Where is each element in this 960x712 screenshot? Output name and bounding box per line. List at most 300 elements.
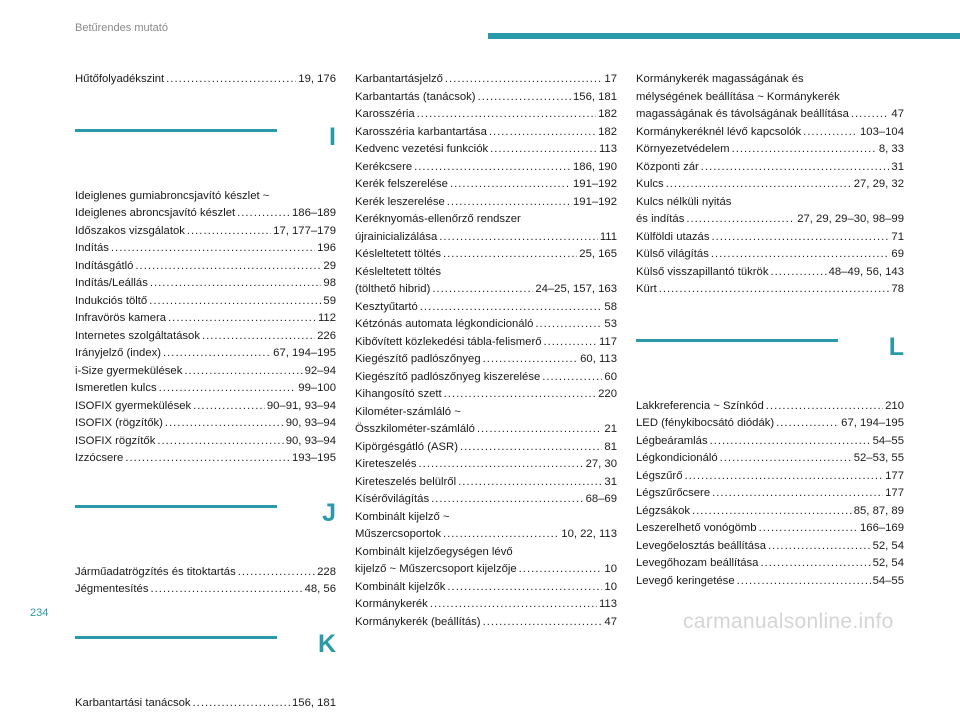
entry-page-ref: 48, 56 [305, 581, 336, 599]
index-entry [636, 415, 904, 433]
entry-text: Kerék felszerelése [355, 176, 448, 194]
dot-leader [445, 71, 603, 89]
dot-leader [159, 380, 297, 398]
dot-leader [447, 194, 571, 212]
index-entry [355, 299, 617, 317]
header-accent-bar [488, 33, 960, 39]
entry-text: Indítás [75, 240, 109, 258]
entry-page-ref: 85, 87, 89 [854, 503, 904, 521]
entry-text: Kulcs [636, 176, 664, 194]
index-entry [636, 229, 904, 247]
entry-page-ref: 186, 190 [573, 159, 617, 177]
entry-text: Összkilométer-számláló [355, 421, 475, 439]
entry-page-ref: 52, 54 [873, 555, 904, 573]
entry-text: Külföldi utazás [636, 229, 709, 247]
entry-page-ref: 27, 29, 29–30, 98–99 [797, 211, 904, 229]
index-entry [355, 194, 617, 212]
entry-text: Kormánykerék (beállítás) [355, 614, 481, 632]
index-entry [636, 503, 904, 521]
entry-text: Karosszéria [355, 106, 415, 124]
entry-text: Internetes szolgáltatások [75, 328, 200, 346]
dot-leader [535, 316, 602, 334]
section-letter: J [322, 499, 336, 528]
entry-text: Hűtőfolyadékszint [75, 71, 164, 89]
entry-text: Kormánykerék [355, 596, 428, 614]
entry-text: Légzsákok [636, 503, 690, 521]
entry-page-ref: 71 [891, 229, 904, 247]
index-entry [636, 141, 904, 159]
entry-text: újrainicializálása [355, 229, 437, 247]
entry-page-ref: 69 [891, 246, 904, 264]
entry-page-ref: 182 [598, 106, 617, 124]
index-entry [636, 176, 904, 194]
dot-leader [542, 369, 602, 387]
entry-page-ref: 210 [885, 398, 904, 416]
section-rule [636, 339, 838, 342]
index-entry [636, 246, 904, 264]
index-entry [75, 450, 336, 468]
entry-text: Levegő keringetése [636, 573, 735, 591]
entry-page-ref: 90–91, 93–94 [267, 398, 336, 416]
entry-page-ref: 54–55 [873, 433, 904, 451]
index-entry [75, 398, 336, 416]
index-entry [355, 526, 617, 544]
entry-page-ref: 113 [599, 141, 617, 159]
entry-page-ref: 177 [885, 485, 904, 503]
dot-leader [776, 415, 839, 433]
index-entry [636, 520, 904, 538]
entry-page-ref: 10 [604, 561, 617, 579]
index-entry [75, 415, 336, 433]
dot-leader [712, 485, 883, 503]
index-entry [355, 106, 617, 124]
dot-leader [163, 345, 271, 363]
entry-text: Műszercsoportok [355, 526, 441, 544]
entry-page-ref: 10, 22, 113 [561, 526, 617, 544]
dot-leader [766, 398, 883, 416]
index-entry [355, 229, 617, 247]
entry-text: Irányjelző (index) [75, 345, 161, 363]
entry-page-ref: 59 [323, 293, 336, 311]
section-entries [636, 398, 904, 591]
index-entry [355, 596, 617, 614]
entry-page-ref: 113 [599, 596, 617, 614]
index-entry [75, 71, 336, 89]
entry-text: Légkondicionáló [636, 450, 718, 468]
entry-text: Izzócsere [75, 450, 123, 468]
entry-page-ref: 98 [323, 275, 336, 293]
index-entry [636, 264, 904, 282]
dot-leader [666, 176, 852, 194]
entry-text: Központi zár [636, 159, 699, 177]
entry-text: Környezetvédelem [636, 141, 730, 159]
entry-text: Lakkreferencia ~ Színkód [636, 398, 764, 416]
index-entry [75, 564, 336, 582]
letter-section-header [75, 621, 336, 695]
dot-leader [711, 246, 890, 264]
index-entry [636, 211, 904, 229]
dot-leader [458, 474, 602, 492]
page-number: 234 [30, 607, 48, 619]
entry-text: Kiegészítő padlószőnyeg [355, 351, 481, 369]
dot-leader [692, 503, 852, 521]
dot-leader [701, 159, 890, 177]
entry-page-ref: 177 [885, 468, 904, 486]
entry-page-ref: 58 [604, 299, 617, 317]
index-entry [75, 345, 336, 363]
entry-text: Légszűrő [636, 468, 682, 486]
entry-text: Infravörös kamera [75, 310, 166, 328]
index-entry [75, 310, 336, 328]
index-entry [355, 316, 617, 334]
entry-text: Kerék leszerelése [355, 194, 445, 212]
index-entry [636, 433, 904, 451]
entry-text: i-Size gyermekülések [75, 363, 182, 381]
index-entry [75, 433, 336, 451]
entry-page-ref: 25, 165 [579, 246, 617, 264]
dot-leader [202, 328, 315, 346]
entry-page-ref: 52, 54 [873, 538, 904, 556]
dot-leader [193, 695, 290, 712]
entry-page-ref: 228 [317, 564, 336, 582]
index-entry-line: Kombinált kijelző ~ [355, 509, 617, 527]
index-entry [636, 159, 904, 177]
entry-page-ref: 47 [604, 614, 617, 632]
entry-page-ref: 31 [604, 474, 617, 492]
entry-text: Levegőhozam beállítása [636, 555, 758, 573]
index-entry [355, 474, 617, 492]
dot-leader [150, 275, 322, 293]
entry-text: Kihangosító szett [355, 386, 442, 404]
dot-leader [760, 555, 870, 573]
dot-leader [444, 386, 596, 404]
entry-page-ref: 191–192 [573, 194, 617, 212]
index-entry [636, 555, 904, 573]
entry-text: Kireteszelés [355, 456, 417, 474]
entry-text: LED (fénykibocsátó diódák) [636, 415, 774, 433]
entry-page-ref: 48–49, 56, 143 [829, 264, 904, 282]
entry-page-ref: 156, 181 [573, 89, 617, 107]
index-column-2 [355, 71, 617, 631]
dot-leader [851, 106, 890, 124]
dot-leader [450, 176, 571, 194]
entries [355, 71, 617, 631]
dot-leader [443, 526, 559, 544]
entry-text: kijelző ~ Műszercsoport kijelzője [355, 561, 517, 579]
section-rule [75, 505, 277, 508]
dot-leader [768, 538, 871, 556]
index-entry [75, 223, 336, 241]
entry-page-ref: 117 [599, 334, 617, 352]
index-entry [75, 258, 336, 276]
entry-page-ref: 186–189 [292, 205, 336, 223]
entry-page-ref: 112 [318, 310, 336, 328]
entry-text: ISOFIX gyermekülések [75, 398, 191, 416]
entry-text: Jégmentesítés [75, 581, 148, 599]
entry-page-ref: 90, 93–94 [286, 415, 336, 433]
dot-leader [710, 433, 871, 451]
dot-leader [432, 281, 533, 299]
entry-text: Indítás/Leállás [75, 275, 148, 293]
index-entry [75, 581, 336, 599]
index-entry-line: Kombinált kijelzőegységen lévő [355, 544, 617, 562]
entry-text: Karbantartási tanácsok [75, 695, 191, 712]
index-entry-line: mélységének beállítása ~ Kormánykerék [636, 89, 904, 107]
entry-text: ISOFIX rögzítők [75, 433, 155, 451]
entry-text: Időszakos vizsgálatok [75, 223, 185, 241]
entry-text: Kibővített közlekedési tábla-felismerő [355, 334, 542, 352]
dot-leader [477, 421, 603, 439]
index-entry [355, 281, 617, 299]
index-entry [355, 614, 617, 632]
dot-leader [686, 211, 795, 229]
letter-sections [75, 114, 336, 712]
entry-page-ref: 17, 177–179 [273, 223, 336, 241]
dot-leader [165, 415, 284, 433]
dot-leader [125, 450, 290, 468]
dot-leader [111, 240, 315, 258]
index-entry [355, 421, 617, 439]
entry-text: Indításgátló [75, 258, 133, 276]
dot-leader [659, 281, 890, 299]
dot-leader [447, 579, 602, 597]
dot-leader [490, 141, 597, 159]
dot-leader [443, 246, 577, 264]
entry-text: (tölthető hibrid) [355, 281, 430, 299]
entry-text: Járműadatrögzítés és titoktartás [75, 564, 236, 582]
entry-text: és indítás [636, 211, 684, 229]
section-entries [75, 695, 336, 712]
entry-text: Kísérővilágítás [355, 491, 429, 509]
dot-leader [478, 89, 571, 107]
section-letter: K [318, 630, 336, 659]
entry-page-ref: 68–69 [586, 491, 617, 509]
dot-leader [460, 439, 602, 457]
entry-page-ref: 27, 29, 32 [854, 176, 904, 194]
entry-page-ref: 103–104 [860, 124, 904, 142]
letter-section-header [75, 490, 336, 564]
dot-leader [149, 293, 321, 311]
index-entry [355, 439, 617, 457]
entry-text: Külső világítás [636, 246, 709, 264]
index-entry [355, 159, 617, 177]
index-entry [636, 468, 904, 486]
entry-text: Ismeretlen kulcs [75, 380, 157, 398]
index-entry [355, 456, 617, 474]
index-entry [636, 485, 904, 503]
entry-text: Kedvenc vezetési funkciók [355, 141, 488, 159]
dot-leader [414, 159, 571, 177]
page-header-title: Betűrendes mutató [75, 22, 168, 34]
entry-text: Levegőelosztás beállítása [636, 538, 766, 556]
index-column-3 [636, 71, 904, 590]
entry-page-ref: 31 [891, 159, 904, 177]
index-entry [75, 205, 336, 223]
dot-leader [420, 299, 603, 317]
entry-page-ref: 78 [891, 281, 904, 299]
index-entry [636, 398, 904, 416]
watermark: carmanualsonline.info [683, 610, 894, 634]
index-entry [75, 240, 336, 258]
index-entry [75, 695, 336, 712]
dot-leader [417, 106, 596, 124]
section-letter: I [329, 123, 336, 152]
entry-text: Ideiglenes abroncsjavító készlet [75, 205, 235, 223]
index-entry [355, 386, 617, 404]
dot-leader [439, 229, 598, 247]
entry-page-ref: 60 [604, 369, 617, 387]
entry-text: Indukciós töltő [75, 293, 147, 311]
entry-text: Kombinált kijelzők [355, 579, 445, 597]
dot-leader [237, 205, 290, 223]
dot-leader [150, 581, 302, 599]
dot-leader [419, 456, 584, 474]
entry-text: Kiegészítő padlószőnyeg kiszerelése [355, 369, 540, 387]
index-entry [75, 328, 336, 346]
index-entry [75, 363, 336, 381]
entry-text: Kipörgésgátló (ASR) [355, 439, 458, 457]
index-entry [636, 106, 904, 124]
entry-page-ref: 67, 194–195 [841, 415, 904, 433]
dot-leader [483, 614, 603, 632]
entry-page-ref: 166–169 [860, 520, 904, 538]
entry-page-ref: 90, 93–94 [286, 433, 336, 451]
dot-leader [166, 71, 296, 89]
index-entry [355, 369, 617, 387]
index-entry-line: Késleltetett töltés [355, 264, 617, 282]
index-entry-line: Kormánykerék magasságának és [636, 71, 904, 89]
index-entry [636, 573, 904, 591]
entry-text: Kürt [636, 281, 657, 299]
index-entry [636, 124, 904, 142]
index-entry [355, 491, 617, 509]
entry-page-ref: 10 [604, 579, 617, 597]
entry-page-ref: 47 [891, 106, 904, 124]
index-entry [355, 141, 617, 159]
letter-sections [636, 324, 904, 591]
index-entry [75, 293, 336, 311]
dot-leader [720, 450, 852, 468]
letter-section-header [75, 114, 336, 188]
entry-page-ref: 8, 33 [879, 141, 904, 159]
entry-page-ref: 21 [604, 421, 617, 439]
dot-leader [489, 124, 596, 142]
entry-page-ref: 17 [604, 71, 617, 89]
dot-leader [684, 468, 883, 486]
entry-text: Kerékcsere [355, 159, 412, 177]
dot-leader [732, 141, 877, 159]
section-entries [75, 188, 336, 468]
entry-page-ref: 193–195 [292, 450, 336, 468]
top-entries [75, 71, 336, 89]
entry-page-ref: 92–94 [305, 363, 336, 381]
letter-section-header [636, 324, 904, 398]
index-entry [355, 124, 617, 142]
dot-leader [157, 433, 283, 451]
entry-text: Leszerelhető vonógömb [636, 520, 757, 538]
entry-text: Légszűrőcsere [636, 485, 710, 503]
entry-page-ref: 60, 113 [580, 351, 617, 369]
entry-page-ref: 67, 194–195 [273, 345, 336, 363]
index-entry-line: Ideiglenes gumiabroncsjavító készlet ~ [75, 188, 336, 206]
dot-leader [193, 398, 265, 416]
index-entry [355, 334, 617, 352]
entry-page-ref: 111 [600, 229, 617, 247]
entry-text: Karosszéria karbantartása [355, 124, 487, 142]
entry-text: Karbantartásjelző [355, 71, 443, 89]
entry-text: Késleltetett töltés [355, 246, 441, 264]
entry-text: Külső visszapillantó tükrök [636, 264, 769, 282]
entry-text: Légbeáramlás [636, 433, 708, 451]
dot-leader [771, 264, 827, 282]
dot-leader [184, 363, 302, 381]
dot-leader [483, 351, 579, 369]
index-entry [75, 275, 336, 293]
index-entry [75, 380, 336, 398]
dot-leader [135, 258, 321, 276]
entry-text: Kétzónás automata légkondicionáló [355, 316, 533, 334]
index-entry-line: Kulcs nélküli nyitás [636, 194, 904, 212]
index-entry [636, 450, 904, 468]
dot-leader [168, 310, 316, 328]
entry-page-ref: 182 [598, 124, 617, 142]
index-entry-line: Keréknyomás-ellenőrző rendszer [355, 211, 617, 229]
entry-page-ref: 226 [317, 328, 336, 346]
dot-leader [431, 491, 583, 509]
entry-page-ref: 81 [604, 439, 617, 457]
dot-leader [187, 223, 271, 241]
dot-leader [544, 334, 597, 352]
dot-leader [238, 564, 315, 582]
entry-page-ref: 52–53, 55 [854, 450, 904, 468]
dot-leader [519, 561, 603, 579]
entry-page-ref: 191–192 [573, 176, 617, 194]
index-entry [355, 351, 617, 369]
entry-text: Kesztyűtartó [355, 299, 418, 317]
index-entry [355, 579, 617, 597]
entry-text: Kireteszelés belülről [355, 474, 456, 492]
index-entry [355, 176, 617, 194]
section-rule [75, 636, 277, 639]
dot-leader [803, 124, 858, 142]
entry-text: Karbantartás (tanácsok) [355, 89, 476, 107]
index-entry [636, 281, 904, 299]
index-column-1 [75, 71, 336, 712]
section-entries [75, 564, 336, 599]
entry-page-ref: 196 [317, 240, 336, 258]
dot-leader [759, 520, 858, 538]
dot-leader [430, 596, 597, 614]
entry-page-ref: 24–25, 157, 163 [535, 281, 617, 299]
entry-text: magasságának és távolságának beállítása [636, 106, 849, 124]
index-entry-line: Kilométer-számláló ~ [355, 404, 617, 422]
section-rule [75, 129, 277, 132]
top-entries [636, 71, 904, 299]
index-entry [355, 246, 617, 264]
index-entry [355, 71, 617, 89]
index-entry [355, 561, 617, 579]
entry-text: Kormánykeréknél lévő kapcsolók [636, 124, 801, 142]
entry-page-ref: 29 [323, 258, 336, 276]
section-letter: L [889, 333, 904, 362]
entry-page-ref: 19, 176 [298, 71, 336, 89]
index-entry [636, 538, 904, 556]
entry-page-ref: 54–55 [873, 573, 904, 591]
entry-page-ref: 220 [598, 386, 617, 404]
entry-text: ISOFIX (rögzítők) [75, 415, 163, 433]
entry-page-ref: 27, 30 [586, 456, 617, 474]
entry-page-ref: 53 [604, 316, 617, 334]
